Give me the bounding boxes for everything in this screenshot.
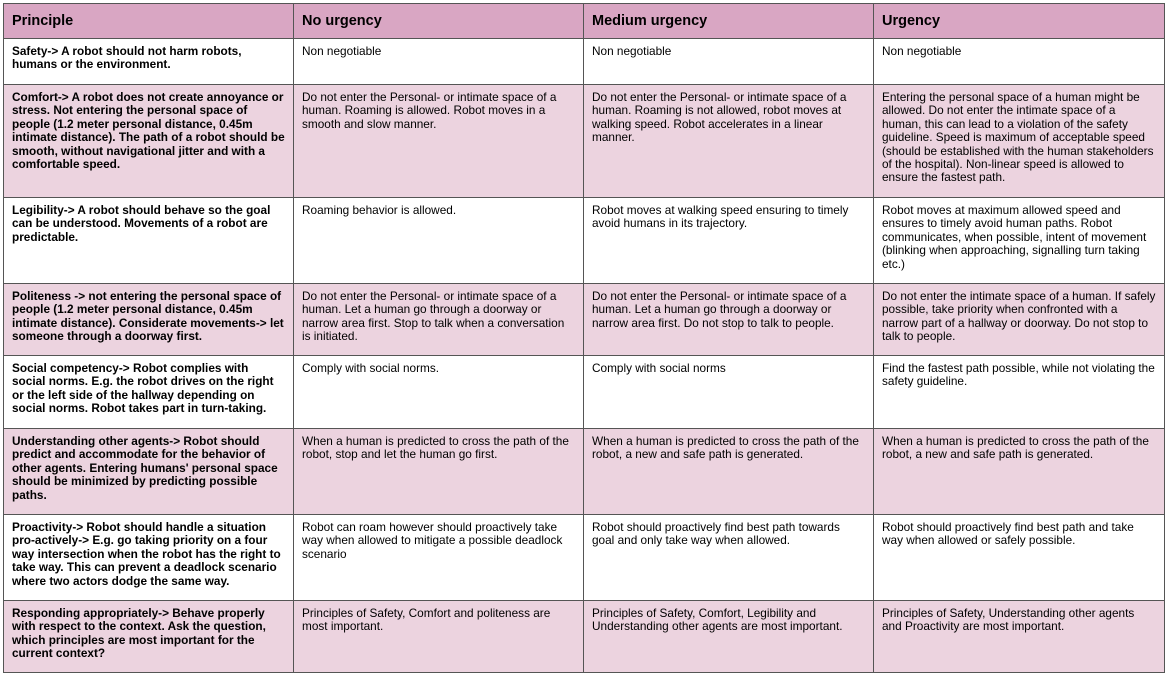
table-row-social-competency: [4, 356, 1165, 429]
urgency-cell: Do not enter the intimate space of a human. If safely possible, take priority when confronted with a narrow part of a hallway or doorway. Do not stop to talk to people.: [874, 284, 1165, 356]
table-row-understanding-other-agents: [4, 429, 1165, 515]
principle-cell: Proactivity-> Robot should handle a situation pro-actively-> E.g. go taking priority on a four way intersection when the robot has the right to take way. This can prevent a deadlock scenario where two actors dodge the same way.: [4, 515, 294, 601]
no-urgency-cell: Do not enter the Personal- or intimate space of a human. Roaming is allowed. Robot moves in a smooth and slow manner.: [294, 85, 584, 198]
medium-urgency-cell: Do not enter the Personal- or intimate space of a human. Let a human go through a doorway or narrow area first. Do not stop to talk to people.: [584, 284, 874, 356]
medium-urgency-cell: Comply with social norms: [584, 356, 874, 429]
no-urgency-cell: Roaming behavior is allowed.: [294, 198, 584, 284]
principles-table: [3, 3, 1165, 673]
medium-urgency-cell: Robot moves at walking speed ensuring to timely avoid humans in its trajectory.: [584, 198, 874, 284]
no-urgency-cell: When a human is predicted to cross the path of the robot, stop and let the human go first.: [294, 429, 584, 515]
header-principle: Principle: [4, 4, 294, 39]
medium-urgency-cell: Non negotiable: [584, 39, 874, 85]
urgency-cell: Principles of Safety, Understanding other agents and Proactivity are most important.: [874, 601, 1165, 673]
urgency-cell: Find the fastest path possible, while not violating the safety guideline.: [874, 356, 1165, 429]
header-urgency: Urgency: [874, 4, 1165, 39]
no-urgency-cell: Non negotiable: [294, 39, 584, 85]
table-row-proactivity: [4, 515, 1165, 601]
medium-urgency-cell: When a human is predicted to cross the path of the robot, a new and safe path is generated.: [584, 429, 874, 515]
table-row-comfort: [4, 85, 1165, 198]
table-row-responding-appropriately: [4, 601, 1165, 673]
table-row-safety: [4, 39, 1165, 85]
medium-urgency-cell: Do not enter the Personal- or intimate space of a human. Roaming is not allowed, robot moves at walking speed. Robot accelerates in a linear manner.: [584, 85, 874, 198]
principle-cell: Politeness -> not entering the personal space of people (1.2 meter personal distance, 0.45m intimate distance). Considerate movements-> let someone through a doorway first.: [4, 284, 294, 356]
no-urgency-cell: Comply with social norms.: [294, 356, 584, 429]
no-urgency-cell: Robot can roam however should proactively take way when allowed to mitigate a possible deadlock scenario: [294, 515, 584, 601]
urgency-cell: Non negotiable: [874, 39, 1165, 85]
principle-cell: Understanding other agents-> Robot should predict and accommodate for the behavior of other agents. Entering humans' personal space should be minimized by predicting possible paths.: [4, 429, 294, 515]
urgency-cell: Robot should proactively find best path and take way when allowed or safely possible.: [874, 515, 1165, 601]
table-row-legibility: [4, 198, 1165, 284]
no-urgency-cell: Principles of Safety, Comfort and politeness are most important.: [294, 601, 584, 673]
urgency-cell: Robot moves at maximum allowed speed and ensures to timely avoid human paths. Robot communicates, when possible, intent of movement (blinking when approaching, signalling turn taking etc.): [874, 198, 1165, 284]
no-urgency-cell: Do not enter the Personal- or intimate space of a human. Let a human go through a doorway or narrow area first. Stop to talk when a conversation is initiated.: [294, 284, 584, 356]
urgency-cell: When a human is predicted to cross the path of the robot, a new and safe path is generated.: [874, 429, 1165, 515]
urgency-cell: Entering the personal space of a human might be allowed. Do not enter the intimate space of a human, this can lead to a violation of the safety guideline. Speed is maximum of acceptable speed (should be established with the human stakeholders of the hospital). Non-linear speed is allowed to ensure the fastest path.: [874, 85, 1165, 198]
medium-urgency-cell: Principles of Safety, Comfort, Legibility and Understanding other agents are most important.: [584, 601, 874, 673]
principle-cell: Safety-> A robot should not harm robots, humans or the environment.: [4, 39, 294, 85]
table-row-politeness: [4, 284, 1165, 356]
header-row: [4, 4, 1165, 39]
principle-cell: Social competency-> Robot complies with social norms. E.g. the robot drives on the right or the left side of the hallway depending on social norms. Robot takes part in turn-taking.: [4, 356, 294, 429]
header-no-urgency: No urgency: [294, 4, 584, 39]
medium-urgency-cell: Robot should proactively find best path towards goal and only take way when allowed.: [584, 515, 874, 601]
header-medium-urgency: Medium urgency: [584, 4, 874, 39]
principle-cell: Responding appropriately-> Behave properly with respect to the context. Ask the question, which principles are most important for the current context?: [4, 601, 294, 673]
principle-cell: Comfort-> A robot does not create annoyance or stress. Not entering the personal space of people (1.2 meter personal distance, 0.45m intimate distance). The path of a robot should be smooth, without navigational jitter and with a comfortable speed.: [4, 85, 294, 198]
principle-cell: Legibility-> A robot should behave so the goal can be understood. Movements of a robot are predictable.: [4, 198, 294, 284]
